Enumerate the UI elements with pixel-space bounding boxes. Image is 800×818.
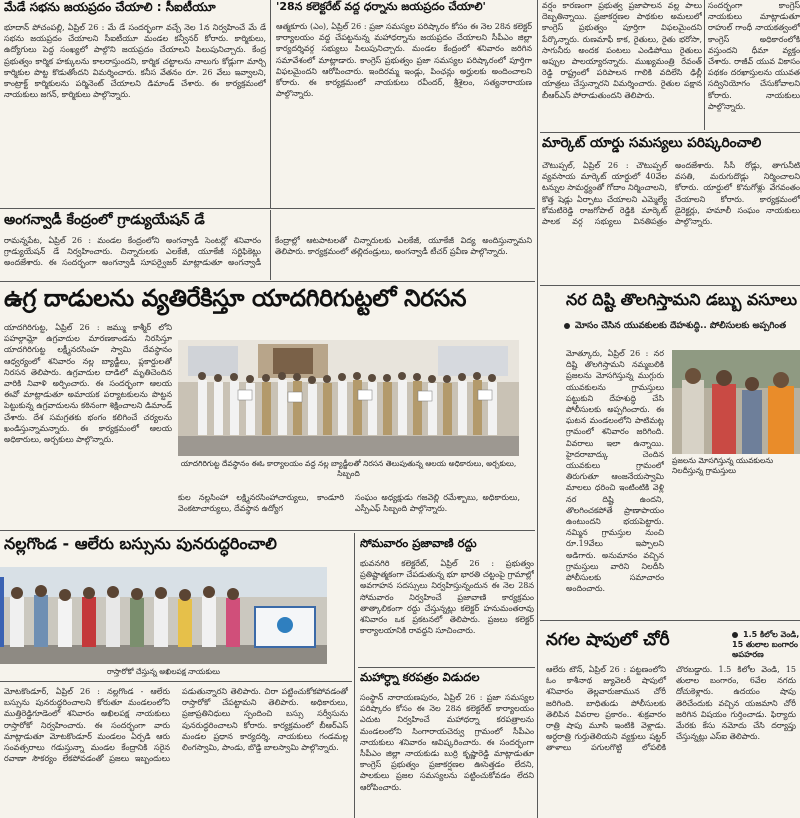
headline: '28న కలెక్టరేట్ వద్ద ధర్నాను జయప్రదం చేయాలి': [276, 0, 486, 13]
rule: [0, 530, 535, 531]
rule: [540, 285, 800, 286]
subheadline: [732, 630, 800, 660]
bullet-icon: [564, 323, 570, 329]
headline: మార్కెట్ యార్డు సమస్యలు పరిష్కరించాలి: [542, 135, 762, 151]
article-body: వర్షం కారణంగా ప్రభుత్వ ప్రజాపాలన వల్ల పాలు దెబ్బతిన్నాయి. ప్రజాకర్షణల పాథకుల అమలులో కాంగ్రెస్ ప్రభుత్వం పూర్తిగా విఫలమైందని పేర్కొన్నారు. రుణమాఫీ కాక, రైతులు, రైతు భరోసా, సాగునీరు అందక పంటలు ఎండిపోయి రైతులు అప్పుల పాలయ్యారన్నారు. ముఖ్యమంత్రి రేవంత్ రెడ్డి రాష్ట్రంలో పరిపాలన గాలికి వదిలేసి ఢిల్లీ యాత్రలు చేస్తున్నారని విమర్శించారు. రైతుల పక్షాన బీఆర్ఎస్ పోరాడుతుందని తెలిపారు.: [542, 1, 702, 100]
article-market: [542, 135, 800, 283]
article-body: సంస్థాన్ నారాయణపురం, ఏప్రిల్ 26 : ప్రజా సమస్యల పరిష్కారం కోసం ఈ నెల 28న కలెక్టరేట్ కార్యాలయం ఎదుట నిర్వహించే మహాధర్నా కరపత్రాలను మండలంలోని సింగారాయచెర్వు గ్రామంలో సీపీఎం నాయకులు శనివారం ఆవిష్కరించారు. ఈ సందర్భంగా సీపీఎం జిల్లా నాయకుడు బుర్రి కృష్ణారెడ్డి మాట్లాడుతూ కాంగ్రెస్ ప్రభుత్వం ప్రజాకర్షణల ఊసెత్తడం లేదని, పాలకులు ప్రజల సమస్యలను పట్టించుకోవడం లేదని ఆరోపించారు.: [360, 693, 534, 792]
headline: ఉగ్ర దాడులను వ్యతిరేకిస్తూ యాదగిరిగుట్టలో నిరసన: [4, 284, 467, 312]
headline: సోమవారం ప్రజావాణి రద్దు: [360, 536, 477, 550]
article-pamphlet: [360, 670, 534, 818]
photo-caption: రాస్తారోకో చేస్తున్న అఖిలపక్ష నాయకులు: [107, 667, 220, 676]
rule: [270, 0, 271, 208]
rule: [537, 0, 538, 818]
article-nara-dishti: [542, 290, 800, 618]
photo-caption: ప్రజలను మోసగిస్తున్న యువకులను నిలదీస్తున్న గ్రామస్తులు: [672, 456, 774, 475]
rule: [540, 132, 800, 133]
bullet-icon: [732, 632, 738, 638]
headline: మహార్ధ్నా కరపత్రం విడుదల: [360, 670, 480, 684]
article-body: భూదాన్ పోచంపల్లి, ఏప్రిల్ 26 : మే డే సందర్భంగా వచ్చే నెల 1న నిర్వహించే మే డే సభను జయప్రదం చేయాలని సీఐటీయూ మండల కన్వీనర్ కోరారు. కార్మికులు, ఉద్యోగులు పెద్ద సంఖ్యలో పాల్గొని జయప్రదం చేయాలని పిలుపునిచ్చారు. కేంద్ర ప్రభుత్వం కార్మిక హక్కులను కాలరాస్తుందని, కార్మిక చట్టాలను నాలుగు కోడ్లుగా మార్చి కార్మికుల పొట్ట కొడుతోందని విమర్శించారు. కనీస వేతనం రూ. 26 వేలు ఇవ్వాలని, కాంట్రాక్ట్ కార్మికులను పర్మినెంట్ చేయాలని డిమాండ్ చేశారు. ఈ కార్యక్రమంలో నాయకులు జగన్, కార్మికులు పాల్గొన్నారు.: [4, 23, 266, 100]
article-theft: [542, 624, 800, 818]
article-body: యాదగిరిగుట్ట, ఏప్రిల్ 26 : జమ్ము కాశ్మీర్ లోని పహల్గామ్లో ఉగ్రవాదుల మారణకాండను నిరసిస్తూ యాదగిరిగుట్ట లక్ష్మీనరసింహ స్వామి దేవస్థానం ఆధ్వర్యంలో శనివారం నల్ల బ్యాడ్జీలు, ప్లకార్డులతో నిరసన తెలిపారు. ఉగ్రవాదుల దాడిలో మృతిచెందిన వారికి నివాళి అర్పించారు. ఈ సందర్భంగా ఆలయ ఈవో మాట్లాడుతూ అమాయక పర్యాటకులను పొట్టన పెట్టుకున్న ఉగ్రవాదులను కఠినంగా శిక్షించాలని డిమాండ్ చేశారు. దేశ సమగ్రతకు భంగం కలిగించే చర్యలను ఖండిస్తున్నామన్నారు. ఈ కార్యక్రమంలో ఆలయ అధికారులు, అర్చకులు పాల్గొన్నారు.: [4, 323, 172, 445]
headline: నల్లగొండ - ఆలేరు బస్సును పునరుద్ధరించాలి: [4, 534, 277, 553]
article-continued-right: [708, 0, 800, 130]
article-prajavani: [360, 536, 534, 666]
subheadline: [542, 321, 800, 333]
article-body: భువనగిరి కలెక్టరేట్, ఏప్రిల్ 26 : ప్రభుత్వం ప్రతిష్టాత్మకంగా చేపడుతున్న భూ భారతి చట్టంపై గ్రామాల్లో అవగాహన సదస్సులు నిర్వహిస్తున్నందున ఈ నెల 28న సోమవారం నిర్వహించే ప్రజావాణి కార్యక్రమం తాత్కాలికంగా రద్దు చేస్తున్నట్లు కలెక్టర్ హనుమంతరావు శనివారం ఒక ప్రకటనలో తెలిపారు. ప్రజలు కలెక్టర్ కార్యాలయానికి రావద్దని సూచించారు.: [360, 559, 534, 636]
article-body: ఆలేరు టౌన్, ఏప్రిల్ 26 : పట్టణంలోని ఓం కాశీనాథ జ్యువెలరీ షాపులో శనివారం తెల్లవారుజామున చోరీ జరిగింది. బాధితుడు పోలీసులకు తెలిపిన వివరాల ప్రకారం.. శుక్రవారం రాత్రి షాపు మూసి ఇంటికి వెళ్లాడు. అర్ధరాత్రి గుర్తుతెలియని వ్యక్తులు షట్టర్ తాళాలు పగులగొట్టి లోపలికి చొరబడ్డారు. 1.5 కిలోల వెండి, 15 తులాల బంగారం, 6వేల నగదు దోచుకెళ్లారు. ఉదయం షాపు తెరిచేందుకు వచ్చిన యజమాని చోరీ జరిగిన విషయం గుర్తించాడు. ఫిర్యాదు మేరకు కేసు నమోదు చేసి దర్యాప్తు చేస్తున్నట్లు ఎస్ఐ తెలిపారు.: [546, 665, 796, 753]
villagers-photo: [672, 350, 800, 454]
article-body: రామన్నపేట, ఏప్రిల్ 26 : మండల కేంద్రంలోని అంగన్వాడీ సెంటర్లో శనివారం గ్రాడ్యుయేషన్ డే నిర్వహించారు. చిన్నారులకు ఎలకేజీ, యూకేజీ సర్టిఫికెట్లు అందజేశారు. ఈ సందర్భంగా అంగన్వాడీ సూపర్వైజర్ మాట్లాడుతూ అంగన్వాడీ కేంద్రాల్లో ఆటపాటలతో చిన్నారులకు ఎలకేజీ, యూకేజీ విద్య అందిస్తున్నామని తెలిపారు. కార్యక్రమంలో తల్లిదండ్రులు, అంగన్వాడీ టీచర్ ప్రవీణ పాల్గొన్నారు.: [4, 236, 532, 268]
article-continued: [542, 0, 702, 130]
article-mayday: [4, 0, 266, 206]
headline: నగల షాపులో చోరీ: [546, 630, 670, 650]
article-dharna: [276, 0, 532, 206]
rule: [358, 667, 535, 668]
article-body: సంఘం అధ్యక్షుడు గజవెల్లి రమేశ్బాబు, అధికారులు, ఎస్పీఎఫ్ సిబ్బంది పాల్గొన్నారు.: [355, 493, 520, 514]
article-body: చౌటుప్పల్, ఏప్రిల్ 26 : చౌటుప్పల్ వ్యవసాయ మార్కెట్ యార్డులో 40వేల టన్నుల సామర్థ్యంతో గోదాం నిర్మించాలని, కొత్త షెడ్లు ఏర్పాటు చేయాలని ఎమ్మెల్యే కోమటిరెడ్డి రాజగోపాల్ రెడ్డికి మార్కెట్ పాలక వర్గ సభ్యులు వినతిపత్రం అందజేశారు. సీసీ రోడ్లు, తాగునీటి వసతి, మరుగుదొడ్లు నిర్మించాలని కోరారు. యార్డులో కొనుగోళ్లు వేగవంతం చేయాలని కోరారు. కార్యక్రమంలో డైరెక్టర్లు, హమాలీ సంఘం నాయకులు పాల్గొన్నారు.: [542, 161, 800, 227]
rule: [0, 208, 535, 209]
article-body: కుల నల్లసింహా లక్ష్మినరసింహాచార్యులు, కాండూరి వెంకటాచార్యులు, దేవస్థాన ఉద్యోగ: [178, 493, 344, 514]
rasta-roko-image: [0, 567, 327, 664]
headline: నర దిష్టి తొలగిస్తామని డబ్బు వసూలు: [566, 290, 798, 309]
protest-image: [178, 340, 519, 456]
article-body: మోత్కూరు, ఏప్రిల్ 26 : నర దిష్టి తొలగిస్తామని నమ్మబలికి ప్రజలను మోసగిస్తున్న ముగ్గురు యువకులను గ్రామస్తులు పట్టుకుని దేహశుద్ధి చేసి పోలీసులకు అప్పగించారు. ఈ ఘటన మండలంలోని పాటిమట్ల గ్రామంలో శనివారం జరిగింది. వివరాలు ఇలా ఉన్నాయి. హైదరాబాద్కు చెందిన యువకులు గ్రామంలో తిరుగుతూ ఆంజనేయస్వామి మాలలు ధరించి ఇంటింటికి వెళ్లి నర దిష్టి ఉందని, తొలగించకపోతే ప్రాణాపాయం ఉంటుందని భయపెట్టారు. నమ్మిన గ్రామస్తుల నుంచి రూ.19వేలు ఇప్పాలని అడిగారు. అనుమానం వచ్చిన గ్రామస్తులు వారిని నిలదీసి పోలీసులకు సమాచారం అందించారు.: [566, 349, 664, 594]
article-body: ఆత్మకూరు (ఎం), ఏప్రిల్ 26 : ప్రజా సమస్యల పరిష్కారం కోసం ఈ నెల 28న కలెక్టర్ కార్యాలయం వద్ద చేపట్టనున్న మహాధర్నాను జయప్రదం చేయాలని సీపీఎం జిల్లా కార్యదర్శివర్గ సభ్యులు పిలుపునిచ్చారు. మండల కేంద్రంలో శనివారం జరిగిన సమావేశంలో మాట్లాడారు. కాంగ్రెస్ ప్రభుత్వం ప్రజా సమస్యల పరిష్కారంలో పూర్తిగా విఫలమైందని ఆరోపించారు. ఇందిరమ్మ ఇండ్లు, పింఛన్లు అర్హులకు అందించాలని కోరారు. ఈ కార్యక్రమంలో నాయకులు రవీందర్, శ్రీశైలం, సత్యనారాయణ పాల్గొన్నారు.: [276, 22, 532, 99]
rule: [0, 681, 352, 682]
protest-photo: [178, 340, 519, 456]
rule: [0, 281, 535, 282]
rasta-roko-photo: [0, 567, 327, 664]
subheadline-text: మోసం చేసిన యువకులకు దేహశుద్ధి.. పోలీసులకు అప్పగింత: [575, 321, 787, 331]
article-anganwadi: [4, 212, 532, 280]
villagers-image: [672, 350, 800, 454]
headline: మేడే సభను జయప్రదం చేయాలి : సీఐటీయూ: [4, 0, 216, 14]
rule: [704, 0, 705, 130]
photo-caption: యాదగిరిగుట్ట దేవస్థానం ఈఓ కార్యాలయం వద్ద నల్ల బ్యాడ్జీలతో నిరసన తెలుపుతున్న ఆలయ అధికారులు, అర్చకులు, సిబ్బంది: [180, 459, 517, 478]
headline: అంగన్వాడీ కేంద్రంలో గ్రాడ్యుయేషన్ డే: [4, 212, 205, 228]
rule: [540, 620, 800, 621]
article-body: సందర్భంగా కాంగ్రెస్ నాయకులు మాట్లాడుతూ రాహుల్ గాంధీ నాయకత్వంలో కాంగ్రెస్ అధికారంలోకి వస్తుందని ధీమా వ్యక్తం చేశారు. రాజీవ్ యువ వికాసం పథకం దరఖాస్తులను యువత సద్వినియోగం చేసుకోవాలని కోరారు. నాయకులు పాల్గొన్నారు.: [708, 1, 800, 111]
rule: [354, 533, 355, 818]
article-body: మోటకొండూర్, ఏప్రిల్ 26 : నల్లగొండ - ఆలేరు బస్సును పునరుద్ధరించాలని కోరుతూ మండలంలోని ముత్తిరెడ్డిగూడెంలో శనివారం అఖిలపక్ష నాయకులు రాస్తారోకో నిర్వహించారు. ఈ సందర్భంగా వారు మాట్లాడుతూ మోటకొండూర్ మండలం ఏర్పడి ఆరు సంవత్సరాలు గడుస్తున్నా మండల కేంద్రానికి సరైన రవాణా సౌకర్యం లేకపోవడంతో ప్రజలు ఇబ్బందులు పడుతున్నారని తెలిపారు. చిరా పట్టించుకోకపోవడంతో రాస్తారోకో చేపట్టామని తెలిపారు. అధికారులు, ప్రజాప్రతినిధులు స్పందించి బస్సు సర్వీసును పునరుద్ధరించాలని కోరారు. కార్యక్రమంలో బీఆర్ఎస్ మండల ప్రధాన కార్యదర్శి, నాయకులు గండమల్ల లింగస్వామి, పాండు, బొడ్డి బాలస్వామి పాల్గొన్నారు.: [4, 687, 348, 764]
subheadline-text: 1.5 కిలోల వెండి, 15 తులాల బంగారం అపహరణ: [732, 630, 800, 659]
